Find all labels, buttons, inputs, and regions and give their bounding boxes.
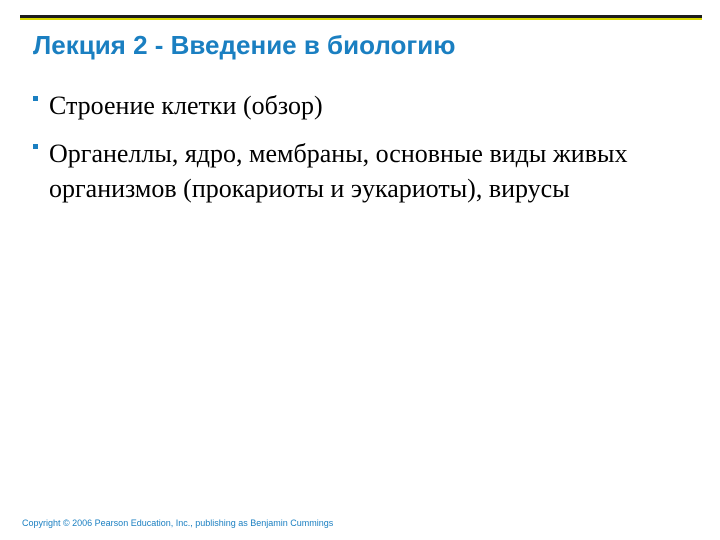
slide-title: Лекция 2 - Введение в биологию <box>33 30 456 60</box>
bullet-marker-icon <box>33 144 38 149</box>
bullet-text: Строение клетки (обзор) <box>49 91 323 120</box>
bullet-text: Органеллы, ядро, мембраны, основные виды живых организмов (прокариоты и эукариоты), вирусы <box>49 139 628 203</box>
bullet-item-organelles <box>33 136 673 206</box>
top-rule-yellow <box>20 18 702 20</box>
copyright-footer: Copyright © 2006 Pearson Education, Inc., publishing as Benjamin Cummings <box>22 518 334 528</box>
bullet-marker-icon <box>33 96 38 101</box>
bullet-item-cell-structure <box>33 88 673 123</box>
bullet-list <box>33 88 673 219</box>
